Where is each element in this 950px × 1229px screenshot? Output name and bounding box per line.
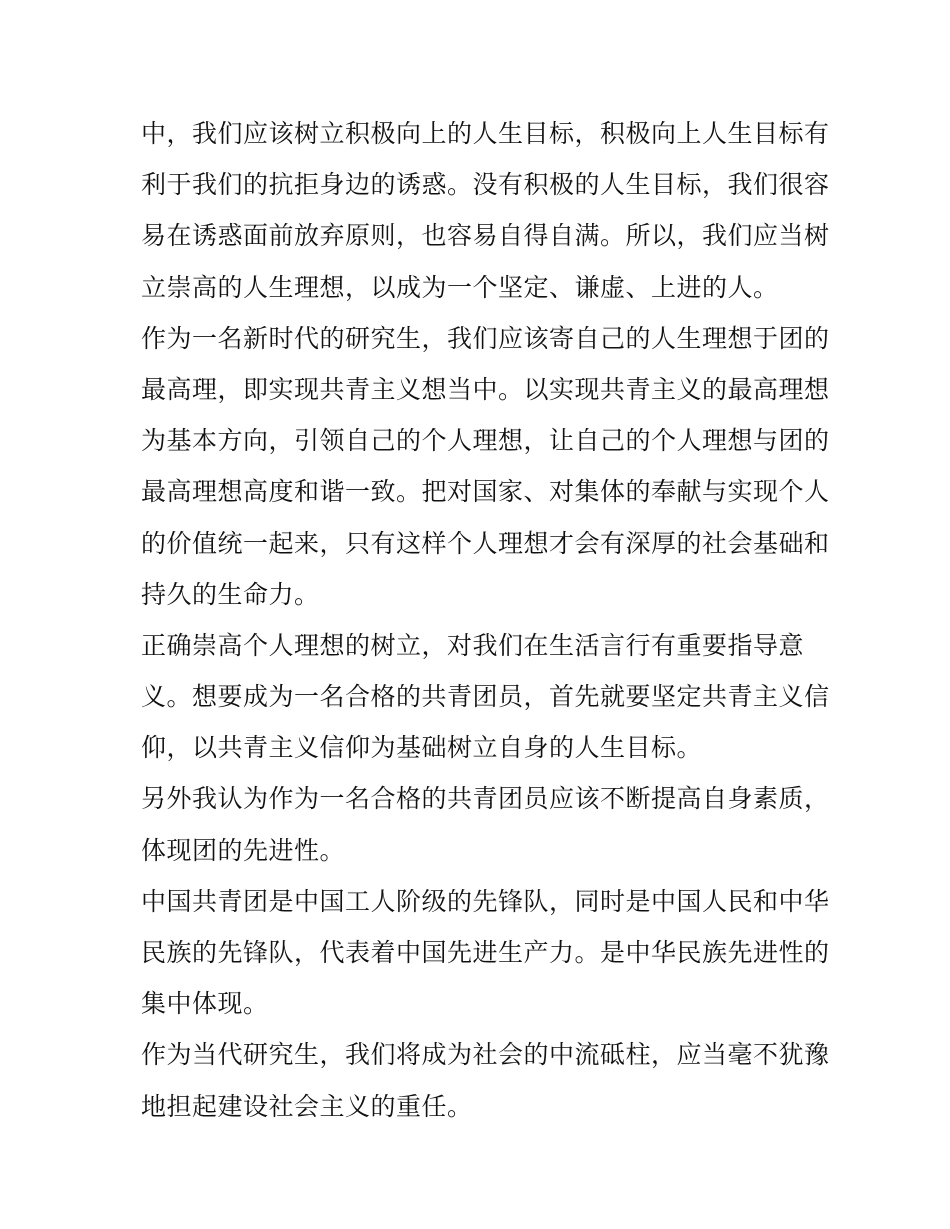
text-line: 作为一名新时代的研究生，我们应该寄自己的人生理想于团的	[141, 323, 830, 353]
paragraph-3	[141, 620, 831, 774]
paragraph-5	[141, 876, 831, 1030]
text-line: 持久的生命力。	[141, 579, 320, 609]
text-line: 的价值统一起来，只有这样个人理想才会有深厚的社会基础和	[141, 528, 830, 558]
paragraph-2	[141, 313, 831, 620]
text-line: 中国共青团是中国工人阶级的先锋队，同时是中国人民和中华	[141, 886, 830, 916]
text-line: 义。想要成为一名合格的共青团员，首先就要坚定共青主义信	[141, 682, 830, 712]
paragraph-4	[141, 773, 831, 875]
text-line: 集中体现。	[141, 989, 269, 1019]
text-line: 正确崇高个人理想的树立，对我们在生活言行有重要指导意	[141, 630, 805, 660]
text-line: 另外我认为作为一名合格的共青团员应该不断提高自身素质，	[141, 784, 830, 814]
document-body	[141, 108, 831, 1132]
text-line: 最高理，即实现共青主义想当中。以实现共青主义的最高理想	[141, 374, 830, 404]
paragraph-6	[141, 1029, 831, 1131]
text-line: 易在诱惑面前放弃原则，也容易自得自满。所以，我们应当树	[141, 221, 830, 251]
text-line: 民族的先锋队，代表着中国先进生产力。是中华民族先进性的	[141, 938, 830, 967]
paragraph-1	[141, 108, 831, 313]
text-line: 最高理想高度和谐一致。把对国家、对集体的奉献与实现个人	[141, 477, 830, 507]
text-line: 中，我们应该树立积极向上的人生目标，积极向上人生目标有	[141, 119, 830, 148]
text-line: 仰，以共青主义信仰为基础树立自身的人生目标。	[141, 733, 703, 763]
text-line: 利于我们的抗拒身边的诱惑。没有积极的人生目标，我们很容	[141, 170, 830, 200]
text-line: 立崇高的人生理想，以成为一个坚定、谦虚、上进的人。	[141, 272, 779, 302]
text-line: 地担起建设社会主义的重任。	[141, 1091, 473, 1121]
text-line: 作为当代研究生，我们将成为社会的中流砥柱，应当毫不犹豫	[141, 1040, 830, 1070]
text-line: 体现团的先进性。	[141, 835, 346, 865]
text-line: 为基本方向，引领自己的个人理想，让自己的个人理想与团的	[141, 426, 830, 456]
